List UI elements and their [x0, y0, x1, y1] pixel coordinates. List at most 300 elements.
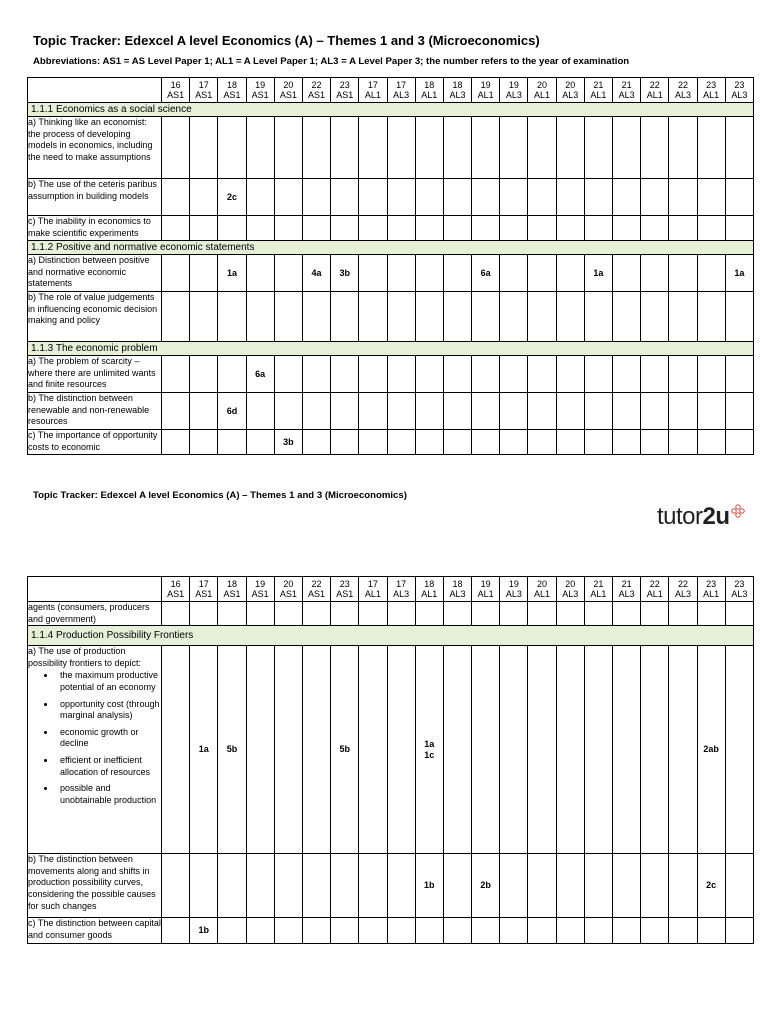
- topic-text: c) The importance of opportunity costs to economic: [28, 430, 158, 452]
- question-cell: [669, 854, 697, 918]
- column-year: 23: [734, 578, 745, 589]
- question-cell: [331, 216, 359, 241]
- column-paper: AS1: [167, 90, 185, 100]
- topic-text: a) The problem of scarcity – where there are unlimited wants and finite resources: [28, 356, 156, 390]
- repeated-page-title: Topic Tracker: Edexcel A level Economics (A) – Themes 1 and 3 (Microeconomics): [33, 490, 407, 501]
- question-cell: [556, 356, 584, 393]
- question-cell: [528, 179, 556, 216]
- topic-description: [28, 646, 162, 854]
- column-year: 17: [396, 578, 407, 589]
- question-cell: [472, 117, 500, 179]
- question-cell: [641, 117, 669, 179]
- question-cell: [472, 179, 500, 216]
- question-cell: [500, 602, 528, 626]
- topic-text: agents (consumers, producers and government): [28, 602, 150, 624]
- question-cell: [641, 602, 669, 626]
- question-cell: 1b: [190, 918, 218, 944]
- question-cell: [274, 646, 302, 854]
- question-cell: [246, 179, 274, 216]
- question-cell: [725, 117, 753, 179]
- column-year: 22: [677, 578, 688, 589]
- question-cell: [669, 646, 697, 854]
- column-paper: AS1: [251, 589, 269, 599]
- question-cell: 6a: [246, 356, 274, 393]
- question-cell: [302, 430, 330, 455]
- question-cell: [725, 854, 753, 918]
- question-cell: [641, 430, 669, 455]
- column-paper: AS1: [279, 90, 297, 100]
- question-cell: [246, 430, 274, 455]
- column-year: 18: [452, 578, 463, 589]
- question-cell: [697, 918, 725, 944]
- question-cell: [190, 292, 218, 342]
- question-cell: [415, 216, 443, 241]
- question-cell: [162, 602, 190, 626]
- question-cell: [274, 179, 302, 216]
- question-cell: [331, 430, 359, 455]
- question-cell: [443, 292, 471, 342]
- question-cell: [584, 216, 612, 241]
- question-cell: [359, 292, 387, 342]
- topic-text: a) Thinking like an economist: the process of developing models in economics, including the need to make assumptions: [28, 117, 153, 162]
- column-header: [331, 577, 359, 602]
- column-paper: AL3: [731, 90, 748, 100]
- question-cell: [472, 646, 500, 854]
- question-cell: [302, 646, 330, 854]
- topic-bullet: • the maximum productive potential of an economy: [56, 670, 161, 693]
- column-paper: AL3: [393, 90, 410, 100]
- topic-description: [28, 854, 162, 918]
- question-cell: [274, 356, 302, 393]
- question-cell: [556, 393, 584, 430]
- question-cell: [472, 602, 500, 626]
- topic-bullet: • economic growth or decline: [56, 727, 161, 750]
- question-cell: [641, 356, 669, 393]
- column-header: [725, 78, 753, 103]
- logo-flower-icon: [730, 503, 746, 519]
- question-cell: [584, 393, 612, 430]
- question-cell: [641, 646, 669, 854]
- question-cell: [331, 292, 359, 342]
- column-paper: AL1: [421, 589, 438, 599]
- column-header: [415, 577, 443, 602]
- question-cell: [556, 292, 584, 342]
- column-header: [274, 577, 302, 602]
- header-row: [28, 78, 754, 103]
- column-year: 21: [621, 79, 632, 90]
- column-year: 21: [621, 578, 632, 589]
- question-cell: [528, 602, 556, 626]
- question-cell: [415, 918, 443, 944]
- question-cell: [359, 356, 387, 393]
- question-cell: [274, 117, 302, 179]
- column-header: [669, 577, 697, 602]
- column-header: [472, 577, 500, 602]
- topic-row: [28, 646, 754, 854]
- question-cell: 2c: [218, 179, 246, 216]
- column-year: 19: [255, 79, 266, 90]
- question-cell: [274, 602, 302, 626]
- question-cell: [415, 117, 443, 179]
- topic-description: [28, 216, 162, 241]
- column-header: [500, 577, 528, 602]
- column-year: 16: [170, 578, 181, 589]
- question-cell: [641, 918, 669, 944]
- column-year: 17: [367, 578, 378, 589]
- column-year: 20: [537, 578, 548, 589]
- column-year: 21: [593, 79, 604, 90]
- column-header: [641, 577, 669, 602]
- topic-row: [28, 179, 754, 216]
- question-cell: [528, 918, 556, 944]
- topic-row: [28, 117, 754, 179]
- question-cell: [528, 292, 556, 342]
- question-cell: [218, 602, 246, 626]
- question-cell: [443, 918, 471, 944]
- column-paper: AS1: [279, 589, 297, 599]
- column-year: 18: [424, 578, 435, 589]
- column-year: 19: [255, 578, 266, 589]
- topic-tracker-table-1: [27, 77, 754, 455]
- question-cell: [584, 356, 612, 393]
- question-cell: [246, 918, 274, 944]
- column-year: 23: [339, 79, 350, 90]
- column-year: 22: [311, 79, 322, 90]
- question-cell: [246, 117, 274, 179]
- column-paper: AS1: [251, 90, 269, 100]
- question-cell: [697, 430, 725, 455]
- question-cell: [190, 393, 218, 430]
- question-cell: [584, 854, 612, 918]
- question-cell: [162, 430, 190, 455]
- question-cell: [359, 117, 387, 179]
- topic-text: b) The role of value judgements in influencing economic decision making and policy: [28, 292, 158, 326]
- column-paper: AL3: [393, 589, 410, 599]
- column-paper: AL1: [421, 90, 438, 100]
- question-cell: [725, 918, 753, 944]
- topic-row: [28, 918, 754, 944]
- question-cell: [725, 292, 753, 342]
- question-cell: [387, 854, 415, 918]
- topic-text: b) The distinction between renewable and non-renewable resources: [28, 393, 150, 427]
- column-paper: AL3: [505, 90, 522, 100]
- column-header: [725, 577, 753, 602]
- column-year: 17: [198, 578, 209, 589]
- column-year: 20: [283, 79, 294, 90]
- topic-row: [28, 292, 754, 342]
- question-cell: [613, 918, 641, 944]
- column-paper: AS1: [336, 90, 354, 100]
- question-cell: [584, 179, 612, 216]
- question-cell: [669, 292, 697, 342]
- topic-text: b) The use of the ceteris paribus assumption in building models: [28, 179, 157, 201]
- question-cell: [669, 179, 697, 216]
- topic-text: a) The use of production possibility frontiers to depict:: [28, 646, 142, 668]
- question-cell: [443, 430, 471, 455]
- question-cell: [556, 646, 584, 854]
- question-cell: [359, 255, 387, 292]
- question-cell: [274, 292, 302, 342]
- question-cell: 3b: [274, 430, 302, 455]
- column-header: [246, 78, 274, 103]
- column-paper: AL3: [731, 589, 748, 599]
- question-cell: [190, 255, 218, 292]
- column-paper: AL1: [477, 589, 494, 599]
- column-year: 16: [170, 79, 181, 90]
- topic-description: [28, 292, 162, 342]
- question-cell: [472, 292, 500, 342]
- question-cell: [669, 216, 697, 241]
- question-cell: [556, 602, 584, 626]
- column-year: 23: [734, 79, 745, 90]
- column-header: [302, 577, 330, 602]
- topic-text: a) Distinction between positive and normative economic statements: [28, 255, 150, 289]
- tutor2u-logo: tutor2u: [657, 503, 730, 530]
- column-paper: AL3: [618, 589, 635, 599]
- question-cell: [725, 646, 753, 854]
- question-cell: [613, 292, 641, 342]
- question-cell: [669, 393, 697, 430]
- column-header: [584, 78, 612, 103]
- question-cell: [443, 356, 471, 393]
- column-year: 18: [452, 79, 463, 90]
- question-cell: [472, 918, 500, 944]
- question-cell: [641, 179, 669, 216]
- column-header: [190, 577, 218, 602]
- question-cell: [246, 393, 274, 430]
- question-cell: [162, 255, 190, 292]
- column-paper: AS1: [195, 90, 213, 100]
- column-paper: AS1: [336, 589, 354, 599]
- question-cell: [584, 918, 612, 944]
- question-cell: [472, 430, 500, 455]
- question-cell: [359, 179, 387, 216]
- column-header: [218, 78, 246, 103]
- question-cell: [415, 255, 443, 292]
- column-header: [387, 577, 415, 602]
- question-cell: [556, 255, 584, 292]
- column-year: 19: [508, 79, 519, 90]
- question-cell: [218, 918, 246, 944]
- question-cell: [218, 430, 246, 455]
- question-cell: [415, 602, 443, 626]
- column-header: [613, 78, 641, 103]
- column-year: 19: [480, 79, 491, 90]
- question-cell: [697, 356, 725, 393]
- column-header: [274, 78, 302, 103]
- question-cell: [162, 646, 190, 854]
- abbreviations-note: Abbreviations: AS1 = AS Level Paper 1; AL1 = A Level Paper 1; AL3 = A Level Paper 3; the number refers to the year of examination: [33, 56, 630, 67]
- question-cell: [162, 393, 190, 430]
- question-cell: 5b: [331, 646, 359, 854]
- question-cell: [556, 854, 584, 918]
- section-header-row: [28, 342, 754, 356]
- question-cell: [218, 356, 246, 393]
- question-cell: [556, 179, 584, 216]
- question-cell: [697, 179, 725, 216]
- question-cell: [331, 918, 359, 944]
- column-paper: AL1: [477, 90, 494, 100]
- question-cell: [584, 602, 612, 626]
- question-cell: [331, 356, 359, 393]
- topic-description: [28, 179, 162, 216]
- question-cell: [387, 117, 415, 179]
- column-paper: AL3: [449, 90, 466, 100]
- topic-bullet: • opportunity cost (through marginal analysis): [56, 699, 161, 722]
- question-cell: [359, 854, 387, 918]
- column-header: [331, 78, 359, 103]
- question-cell: 1a: [725, 255, 753, 292]
- column-header: [302, 78, 330, 103]
- column-paper: AL3: [562, 90, 579, 100]
- question-cell: [302, 854, 330, 918]
- column-header: [584, 577, 612, 602]
- question-cell: [302, 356, 330, 393]
- question-cell: [387, 216, 415, 241]
- question-cell: [415, 356, 443, 393]
- question-cell: [500, 393, 528, 430]
- topic-row: [28, 430, 754, 455]
- question-cell: [190, 430, 218, 455]
- question-cell: [697, 292, 725, 342]
- section-header-row: [28, 241, 754, 255]
- column-paper: AL1: [590, 589, 607, 599]
- question-cell: [162, 918, 190, 944]
- question-cell: [331, 179, 359, 216]
- question-cell: [359, 393, 387, 430]
- column-year: 19: [508, 578, 519, 589]
- column-header: [500, 78, 528, 103]
- column-header: [556, 78, 584, 103]
- question-cell: 6d: [218, 393, 246, 430]
- column-header: [162, 78, 190, 103]
- question-cell: 1a: [218, 255, 246, 292]
- question-cell: [669, 918, 697, 944]
- topic-tracker-table-2: [27, 576, 754, 944]
- question-cell: [500, 117, 528, 179]
- column-paper: AL1: [703, 589, 720, 599]
- question-cell: [669, 430, 697, 455]
- question-cell: [331, 117, 359, 179]
- question-cell: [641, 393, 669, 430]
- column-year: 17: [198, 79, 209, 90]
- topic-bullet: • possible and unobtainable production: [56, 783, 161, 806]
- question-cell: [331, 602, 359, 626]
- column-header: [697, 577, 725, 602]
- column-header: [190, 78, 218, 103]
- column-paper: AS1: [195, 589, 213, 599]
- topic-row: [28, 216, 754, 241]
- column-year: 23: [706, 578, 717, 589]
- question-cell: [415, 393, 443, 430]
- question-cell: [725, 179, 753, 216]
- column-paper: AL1: [534, 589, 551, 599]
- question-cell: [443, 216, 471, 241]
- question-cell: 2c: [697, 854, 725, 918]
- question-cell: [387, 356, 415, 393]
- column-paper: AL1: [364, 589, 381, 599]
- header-blank-cell: [28, 577, 162, 602]
- question-cell: [613, 356, 641, 393]
- column-paper: AL3: [674, 90, 691, 100]
- header-blank-cell: [28, 78, 162, 103]
- question-cell: [584, 117, 612, 179]
- question-cell: [359, 646, 387, 854]
- column-year: 17: [396, 79, 407, 90]
- column-year: 20: [283, 578, 294, 589]
- topic-description: [28, 255, 162, 292]
- column-year: 22: [311, 578, 322, 589]
- column-header: [669, 78, 697, 103]
- topic-bullet: • efficient or inefficient allocation of resources: [56, 755, 161, 778]
- column-year: 22: [649, 79, 660, 90]
- column-paper: AL1: [646, 90, 663, 100]
- question-cell: [500, 292, 528, 342]
- column-paper: AL1: [703, 90, 720, 100]
- question-cell: [274, 255, 302, 292]
- question-cell: [162, 292, 190, 342]
- column-header: [162, 577, 190, 602]
- topic-row: [28, 854, 754, 918]
- column-paper: AS1: [308, 589, 326, 599]
- question-cell: [162, 356, 190, 393]
- column-paper: AL1: [364, 90, 381, 100]
- topic-description: [28, 356, 162, 393]
- section-title: 1.1.2 Positive and normative economic statements: [28, 241, 754, 255]
- question-cell: [246, 646, 274, 854]
- column-paper: AL3: [674, 589, 691, 599]
- column-year: 18: [226, 578, 237, 589]
- question-cell: [387, 430, 415, 455]
- question-cell: [669, 356, 697, 393]
- column-header: [556, 577, 584, 602]
- question-cell: [162, 117, 190, 179]
- topic-description: [28, 117, 162, 179]
- question-cell: [528, 854, 556, 918]
- question-cell: [697, 393, 725, 430]
- column-year: 23: [339, 578, 350, 589]
- question-cell: [500, 918, 528, 944]
- topic-text: c) The inability in economics to make scientific experiments: [28, 216, 151, 238]
- question-cell: 4a: [302, 255, 330, 292]
- question-cell: [725, 356, 753, 393]
- question-cell: [331, 854, 359, 918]
- question-cell: [669, 255, 697, 292]
- question-cell: [528, 356, 556, 393]
- question-cell: 2b: [472, 854, 500, 918]
- question-cell: [415, 292, 443, 342]
- column-paper: AS1: [308, 90, 326, 100]
- question-cell: [556, 918, 584, 944]
- topic-row: [28, 602, 754, 626]
- question-cell: [302, 179, 330, 216]
- column-year: 20: [565, 578, 576, 589]
- column-paper: AS1: [223, 589, 241, 599]
- question-cell: [190, 216, 218, 241]
- question-cell: [613, 393, 641, 430]
- question-cell: [302, 216, 330, 241]
- question-cell: [387, 292, 415, 342]
- question-cell: [584, 646, 612, 854]
- topic-row: [28, 393, 754, 430]
- question-cell: [697, 216, 725, 241]
- question-cell: [641, 854, 669, 918]
- question-cell: [331, 393, 359, 430]
- question-cell: [415, 430, 443, 455]
- column-header: [528, 577, 556, 602]
- column-header: [415, 78, 443, 103]
- column-header: [359, 78, 387, 103]
